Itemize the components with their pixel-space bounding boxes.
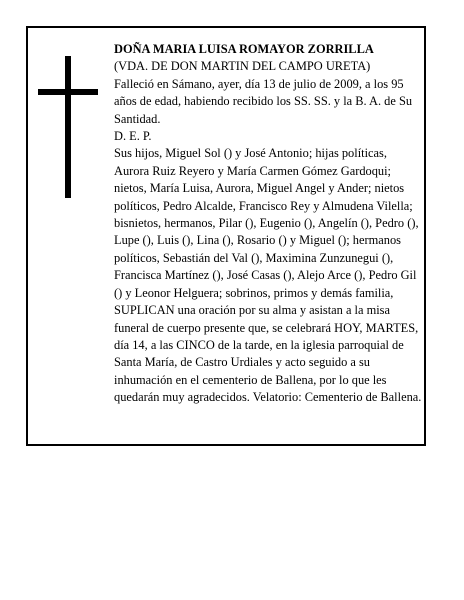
cross-icon <box>38 56 98 198</box>
death-details: Falleció en Sámano, ayer, día 13 de julio de 2009, a los 95 años de edad, habiendo recibido los SS. SS. y la B. A. de Su Santidad. <box>114 76 413 126</box>
deceased-name: DOÑA MARIA LUISA ROMAYOR ZORRILLA <box>114 42 374 56</box>
widow-of: (VDA. DE DON MARTIN DEL CAMPO URETA) <box>114 59 371 74</box>
notice-text <box>114 41 422 407</box>
obituary-notice <box>26 26 426 446</box>
rip-abbreviation: D. E. P. <box>114 129 152 144</box>
cross-vertical-bar <box>65 56 71 198</box>
cross-horizontal-bar <box>38 89 98 95</box>
notice-body: Sus hijos, Miguel Sol () y José Antonio; hijas políticas, Aurora Ruiz Reyero y María Carmen Gómez Gardoqui; nietos, María Luisa, Aurora, Miguel Angel y Ander; nietos políticos, Pedro Alcalde, Francisco Rey y Almudena Vilella; bisnietos, hermanos, Pilar (), Eugenio (), Angelín (), Pedro (), Lupe (), Luis (), Lina (), Rosario () y Miguel (); hermanos políticos, Sebastián del Val (), Maximina Zunzunegui (), Francisca Martínez (), José Casas (), Alejo Arce (), Pedro Gil () y Leonor Helguera; sobrinos, primos y demás familia, SUPLICAN una oración por su alma y asistan a la misa funeral de cuerpo presente que, se celebrará HOY, MARTES, día 14, a las CINCO de la tarde, en la iglesia parroquial de Santa María, de Castro Urdiales y acto seguido a su inhumación en el cementerio de Ballena, por lo que les quedarán muy agradecidos. Velatorio: Cementerio de Ballena. <box>114 146 422 405</box>
